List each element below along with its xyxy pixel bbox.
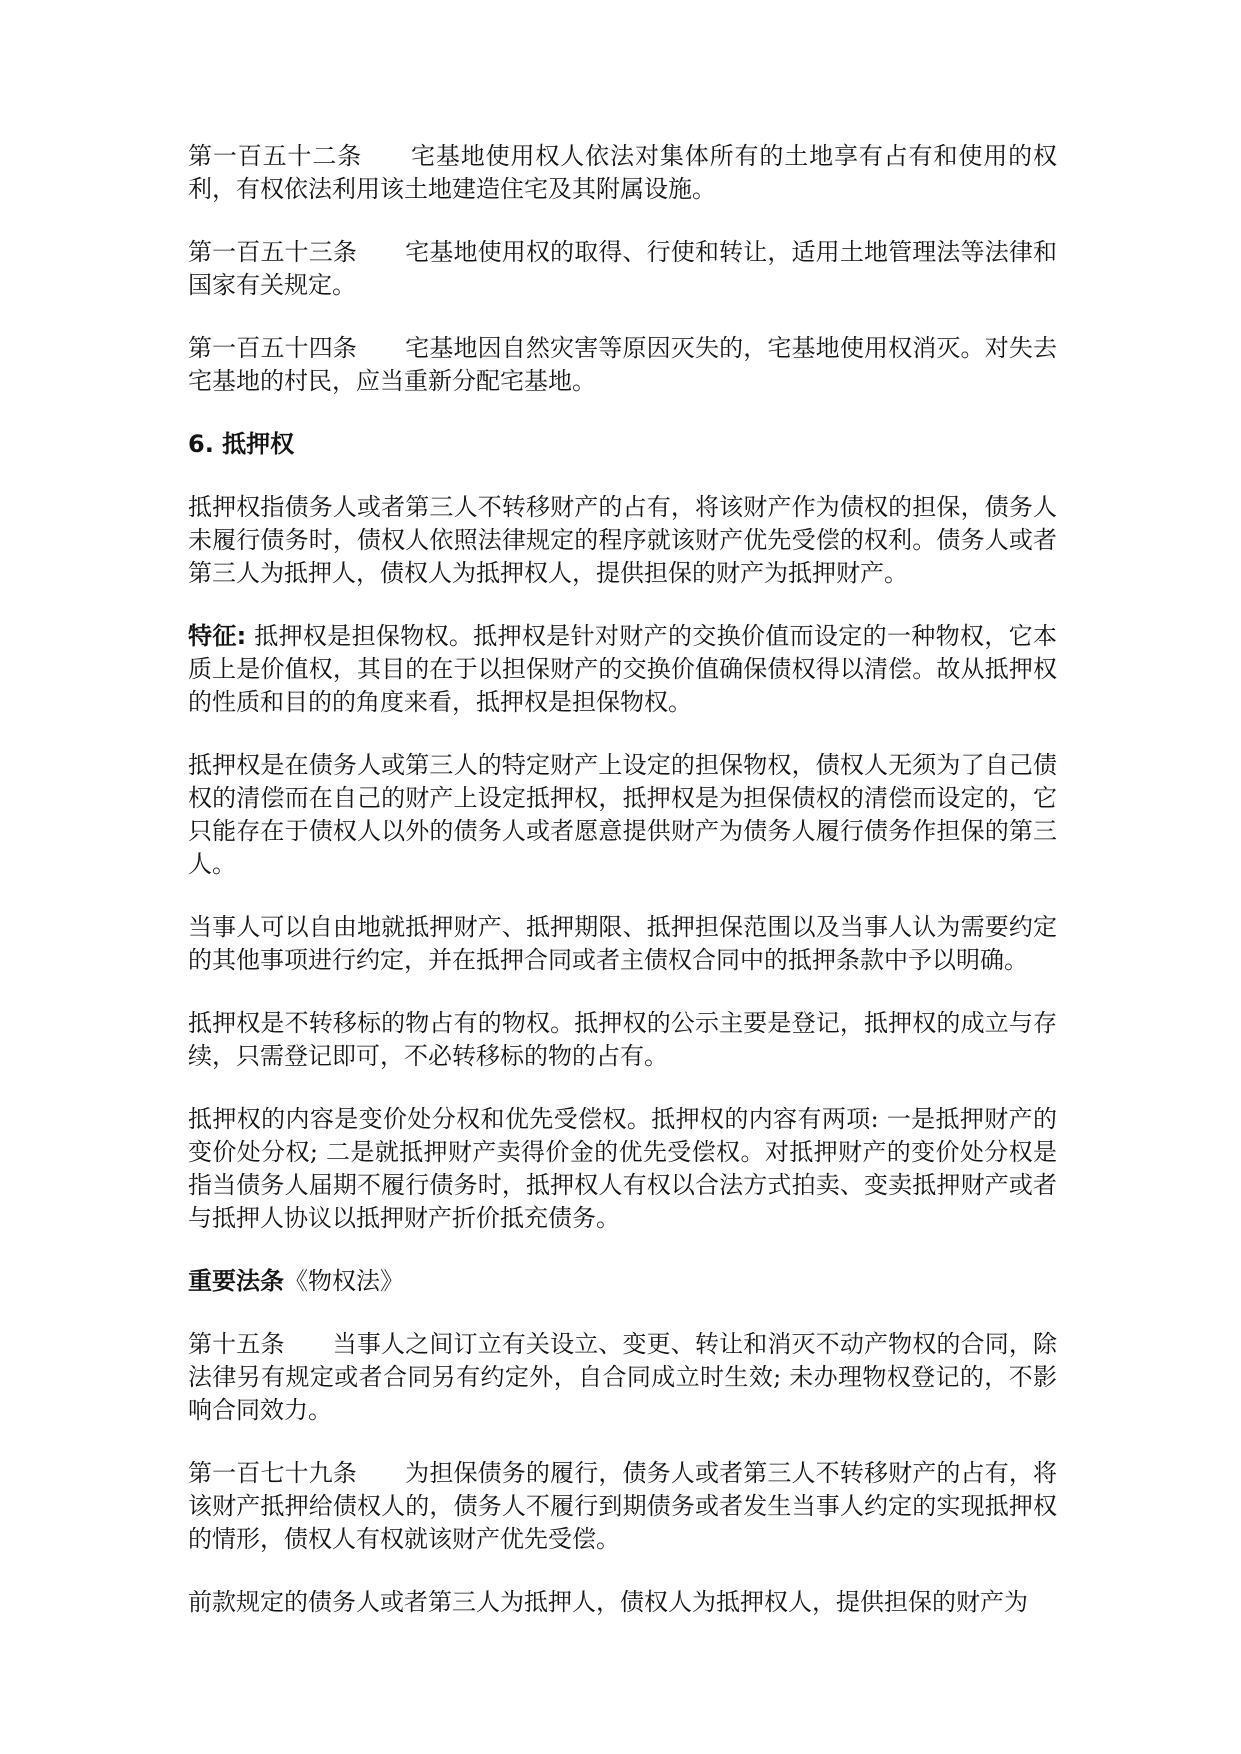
definition-paragraph: 抵押权指债务人或者第三人不转移财产的占有，将该财产作为债权的担保，债务人未履行债务时，债权人依照法律规定的程序就该财产优先受偿的权利。债务人或者第三人为抵押人，债权人为抵押权人，提供担保的财产为抵押财产。 (188, 493, 1057, 587)
features-label: 特征: (188, 622, 247, 650)
article-179 (188, 1457, 1057, 1556)
article-153 (188, 236, 1057, 302)
article-number: 第一百五十二条 (188, 142, 363, 170)
article-152 (188, 140, 1057, 206)
article-text: 当事人之间订立有关设立、变更、转让和消灭不动产物权的合同，除法律另有规定或者合同另有约定外，自合同成立时生效; 未办理物权登记的，不影响合同效力。 (188, 1330, 1058, 1424)
article-154 (188, 332, 1057, 398)
article-text: 为担保债务的履行，债务人或者第三人不转移财产的占有，将该财产抵押给债权人的，债务人不履行到期债务或者发生当事人约定的实现抵押权的情形，债权人有权就该财产优先受偿。 (188, 1459, 1057, 1553)
last-paragraph: 前款规定的债务人或者第三人为抵押人，债权人为抵押权人，提供担保的财产为 (188, 1588, 1028, 1616)
law-label: 重要法条 (188, 1267, 284, 1295)
features-paragraph (188, 620, 1057, 719)
article-text: 宅基地使用权人依法对集体所有的土地享有占有和使用的权利，有权依法利用该土地建造住宅及其附属设施。 (188, 142, 1058, 203)
article-text: 宅基地因自然灾害等原因灭失的，宅基地使用权消灭。对失去宅基地的村民，应当重新分配宅基地。 (188, 334, 1057, 395)
article-number: 第十五条 (188, 1330, 285, 1358)
body-paragraph: 抵押权是在债务人或第三人的特定财产上设定的担保物权，债权人无须为了自己债权的清偿而在自己的财产上设定抵押权，抵押权是为担保债权的清偿而设定的，它只能存在于债权人以外的债务人或者愿意提供财产为债务人履行债务作担保的第三人。 (188, 751, 1057, 878)
law-heading (188, 1265, 1057, 1298)
body-paragraph: 抵押权的内容是变价处分权和优先受偿权。抵押权的内容有两项: 一是抵押财产的变价处分权; 二是就抵押财产卖得价金的优先受偿权。对抵押财产的变价处分权是指当债务人届期不履行债务时，抵押权人有权以合法方式拍卖、变卖抵押财产或者与抵押人协议以抵押财产折价抵充债务。 (188, 1105, 1057, 1232)
body-paragraph: 当事人可以自由地就抵押财产、抵押期限、抵押担保范围以及当事人认为需要约定的其他事项进行约定，并在抵押合同或者主债权合同中的抵押条款中予以明确。 (188, 913, 1057, 974)
article-number: 第一百五十三条 (188, 238, 358, 266)
law-title: 《物权法》 (284, 1267, 404, 1295)
body-paragraph: 抵押权是不转移标的物占有的物权。抵押权的公示主要是登记，抵押权的成立与存续，只需登记即可，不必转移标的物的占有。 (188, 1009, 1057, 1070)
article-15 (188, 1328, 1057, 1427)
article-number: 第一百七十九条 (188, 1459, 358, 1487)
features-text: 抵押权是担保物权。抵押权是针对财产的交换价值而设定的一种物权，它本质上是价值权，其目的在于以担保财产的交换价值确保债权得以清偿。故从抵押权的性质和目的的角度来看，抵押权是担保物权。 (188, 622, 1057, 716)
section-heading: 6. 抵押权 (188, 430, 295, 458)
article-text: 宅基地使用权的取得、行使和转让，适用土地管理法等法律和国家有关规定。 (188, 238, 1057, 299)
article-number: 第一百五十四条 (188, 334, 358, 362)
